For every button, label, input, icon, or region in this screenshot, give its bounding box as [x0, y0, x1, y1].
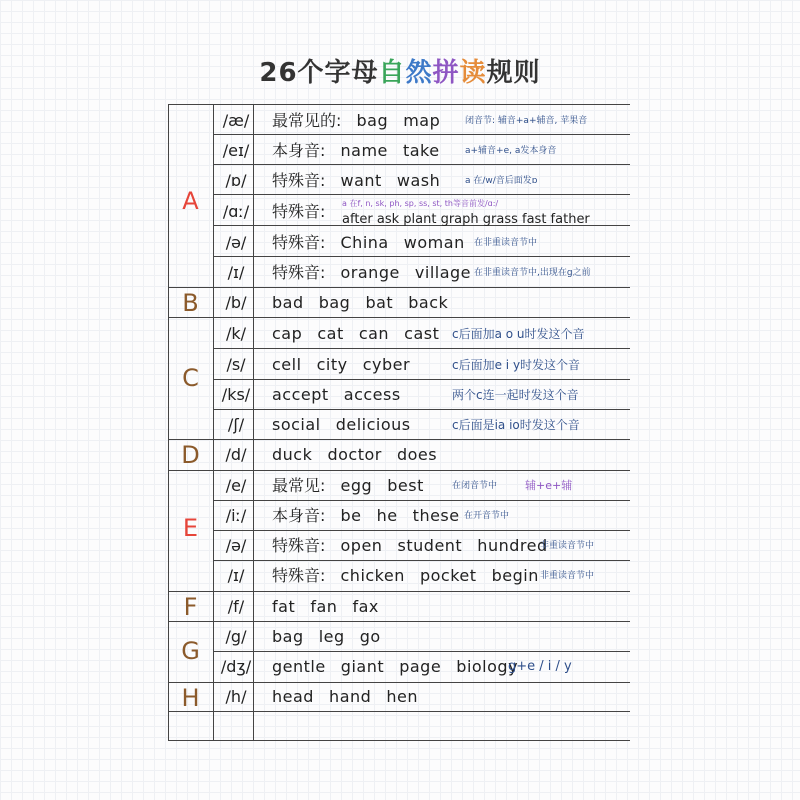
- word: village: [414, 263, 472, 282]
- word: fan: [310, 597, 338, 616]
- word: student: [397, 536, 463, 555]
- phonetic-cell: /ɒ/: [225, 171, 247, 190]
- row-label: 特殊音:: [272, 233, 326, 252]
- phonetic-cell: /iː/: [225, 506, 247, 525]
- word: want: [340, 171, 382, 190]
- word: map: [403, 111, 441, 130]
- phonetic-cell: /g/: [225, 627, 247, 646]
- word: take: [402, 141, 440, 160]
- letter-a: A: [182, 187, 199, 215]
- phonetic-cell: /k/: [225, 324, 247, 343]
- word: hundred: [477, 536, 548, 555]
- example-words: [272, 561, 549, 591]
- phonetic-cell: /h/: [225, 687, 247, 706]
- letter-c: C: [182, 364, 199, 392]
- example-words: [272, 410, 421, 440]
- phonics-table: [168, 104, 630, 741]
- example-words: [272, 319, 449, 349]
- word: cyber: [362, 355, 411, 374]
- phonetic-cell: /ɪ/: [227, 566, 245, 585]
- word: does: [396, 445, 438, 464]
- word: orange: [340, 263, 400, 282]
- rule-note: 在开音节中: [464, 511, 510, 521]
- word: access: [343, 385, 401, 404]
- example-words: [272, 531, 558, 561]
- word: social: [272, 415, 321, 434]
- phonetic-cell: /d/: [225, 445, 247, 464]
- phonetic-cell: /dʒ/: [220, 657, 252, 676]
- word: page: [399, 657, 442, 676]
- phonetic-cell: /eɪ/: [222, 141, 250, 160]
- phonetic-cell: /ɪ/: [227, 263, 245, 282]
- example-words: [272, 682, 428, 712]
- word: cast: [404, 324, 440, 343]
- example-words: [272, 228, 475, 258]
- word: bat: [365, 293, 394, 312]
- rule-note-formula: 辅+e+辅: [525, 479, 573, 492]
- phonetic-cell: /ʃ/: [227, 415, 245, 434]
- word: delicious: [335, 415, 411, 434]
- word: go: [359, 627, 381, 646]
- word: best: [387, 476, 424, 495]
- title-char-3: 拼: [432, 58, 460, 88]
- word: doctor: [327, 445, 382, 464]
- example-words: [272, 622, 391, 652]
- rule-note: 在非重读音节中,出现在g之前: [474, 268, 591, 278]
- rule-note: 非重读音节中: [540, 541, 595, 551]
- rule-note: a 在/w/音后面发ɒ: [465, 176, 538, 186]
- word: egg: [340, 476, 373, 495]
- row-label: 最常见:: [272, 476, 326, 495]
- row-label: 特殊音:: [272, 171, 326, 190]
- page-title: [0, 52, 800, 89]
- word: woman: [403, 233, 465, 252]
- title-char-4: 读: [459, 58, 487, 88]
- rule-note: c后面是ia io时发这个音: [452, 418, 580, 432]
- word: hand: [329, 687, 372, 706]
- example-words: [272, 350, 420, 380]
- letter-d: D: [181, 441, 200, 469]
- phonetic-cell: /ks/: [221, 385, 251, 404]
- title-char-1: 自: [378, 58, 406, 88]
- title-part2: 规则: [486, 58, 541, 88]
- rule-note: g+e / i / y: [508, 659, 572, 674]
- phonetic-cell: /ə/: [225, 233, 247, 252]
- word: bag: [318, 293, 351, 312]
- rule-note: c后面加e i y时发这个音: [452, 358, 581, 372]
- word: hen: [386, 687, 419, 706]
- row-label: 本身音:: [272, 141, 326, 160]
- word: these: [412, 506, 460, 525]
- phonetic-cell: /f/: [227, 597, 245, 616]
- letter-h: H: [181, 684, 200, 712]
- word: wash: [396, 171, 441, 190]
- word: bag: [272, 627, 304, 646]
- letter-g: G: [181, 637, 200, 665]
- example-words: [272, 380, 411, 410]
- row-line: [168, 740, 630, 741]
- example-words: [272, 440, 447, 470]
- rule-note: 闭音节: 辅音+a+辅音, 苹果音: [465, 116, 588, 126]
- rule-note: a+辅音+e, a发本身音: [465, 146, 557, 156]
- phonetic-cell: /ə/: [225, 536, 247, 555]
- example-words: [272, 136, 450, 166]
- word: be: [340, 506, 362, 525]
- word: pocket: [419, 566, 477, 585]
- word: head: [272, 687, 314, 706]
- word: duck: [272, 445, 313, 464]
- table-divider-letter: [213, 104, 214, 741]
- letter-b: B: [182, 289, 199, 317]
- word: open: [340, 536, 383, 555]
- phonetic-cell: /s/: [226, 355, 246, 374]
- example-words: after ask plant graph grass fast father: [342, 212, 590, 227]
- example-words: [272, 106, 450, 136]
- rule-note: 在闭音节中: [452, 481, 498, 491]
- example-words: [272, 166, 450, 196]
- rule-note: a 在f, n, sk, ph, sp, ss, st, th等音前发/ɑ:/: [342, 199, 499, 208]
- rule-note: 两个c连一起时发这个音: [452, 388, 579, 402]
- word: leg: [318, 627, 345, 646]
- long-a-row: [238, 200, 628, 226]
- word: bad: [272, 293, 304, 312]
- letter-f: F: [183, 593, 198, 621]
- word: giant: [340, 657, 385, 676]
- letter-e: E: [182, 514, 199, 542]
- word: biology: [456, 657, 519, 676]
- rule-note: 非重读音节中: [540, 571, 595, 581]
- word: cap: [272, 324, 303, 343]
- example-words: [272, 652, 528, 682]
- word: cell: [272, 355, 302, 374]
- row-label: 本身音:: [272, 506, 326, 525]
- word: fat: [272, 597, 296, 616]
- row-label: 特殊音:: [272, 566, 326, 585]
- example-words: [272, 501, 470, 531]
- word: chicken: [340, 566, 405, 585]
- row-label: 特殊音:: [272, 263, 326, 282]
- example-words: [272, 258, 481, 288]
- word: fax: [352, 597, 379, 616]
- word: can: [358, 324, 390, 343]
- row-line: [168, 104, 630, 105]
- word: city: [316, 355, 348, 374]
- rule-note: 在非重读音节中: [474, 238, 538, 248]
- phonetic-cell: /ɑː/: [222, 202, 250, 221]
- word: back: [408, 293, 449, 312]
- example-words: [272, 471, 434, 501]
- title-part1: 26个字母: [259, 58, 379, 88]
- word: cat: [317, 324, 344, 343]
- title-char-2: 然: [405, 58, 433, 88]
- row-label: 特殊音:: [272, 202, 326, 221]
- phonetic-cell: /æ/: [222, 111, 250, 130]
- example-words: [272, 288, 458, 318]
- example-words: [272, 592, 389, 622]
- word: bag: [356, 111, 389, 130]
- word: gentle: [272, 657, 326, 676]
- row-label: 最常见的:: [272, 111, 342, 130]
- phonetic-cell: /b/: [225, 293, 247, 312]
- word: name: [340, 141, 388, 160]
- word: begin: [491, 566, 539, 585]
- phonetic-cell: /e/: [225, 476, 247, 495]
- word: he: [376, 506, 398, 525]
- rule-note: c后面加a o u时发这个音: [452, 327, 585, 341]
- word: China: [340, 233, 389, 252]
- row-label: 特殊音:: [272, 536, 326, 555]
- word: accept: [272, 385, 329, 404]
